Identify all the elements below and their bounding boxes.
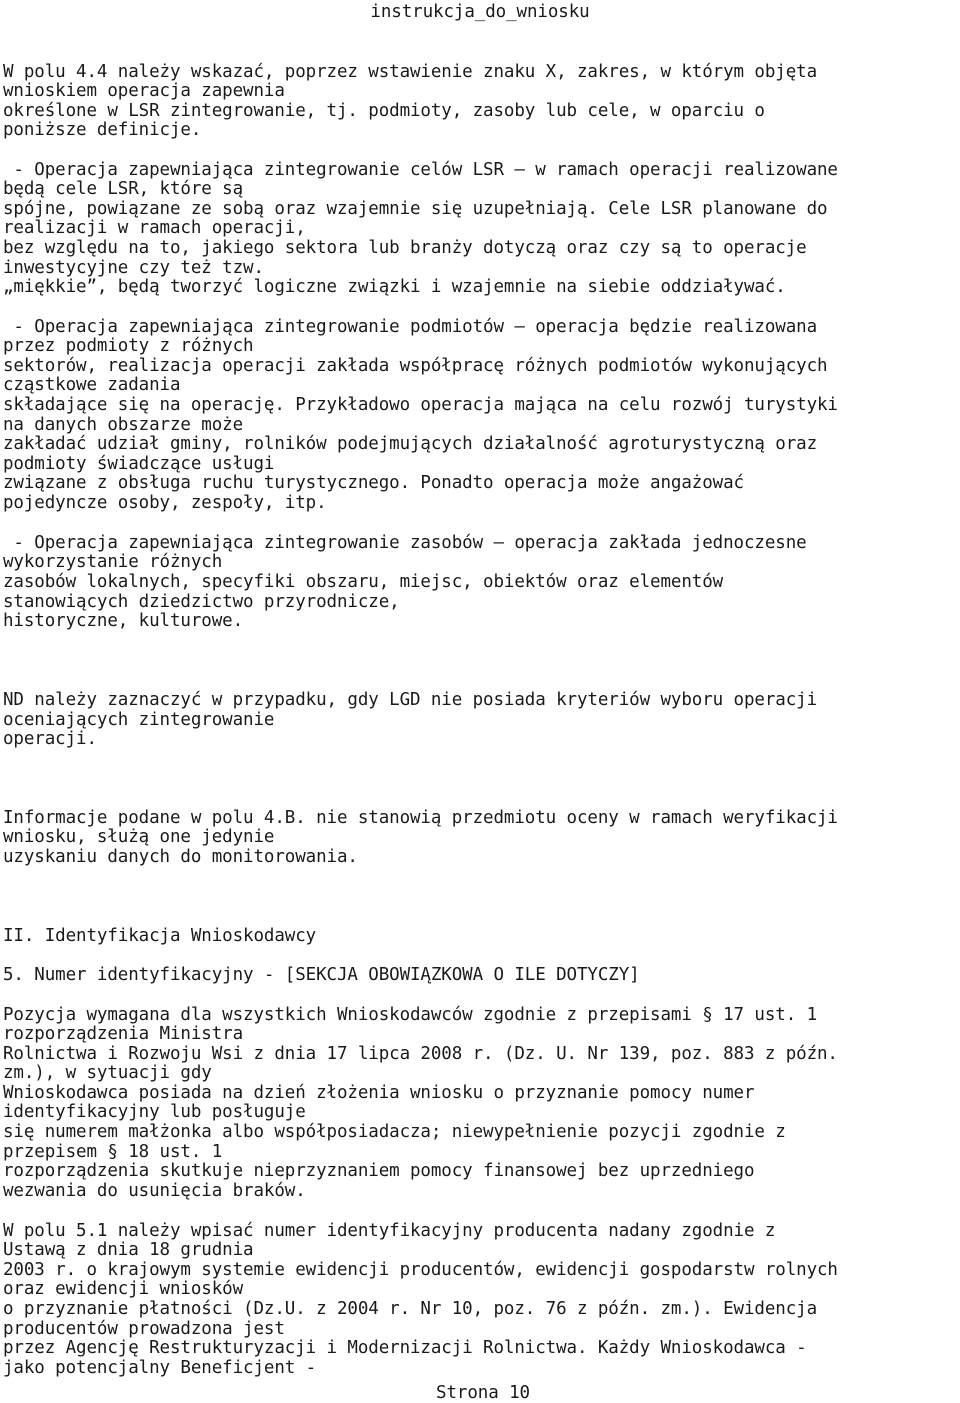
text-line: rozporządzenia skutkuje nieprzyznaniem pomocy finansowej bez uprzedniego [3,1161,755,1181]
text-line: sektorów, realizacja operacji zakłada współpracę różnych podmiotów wykonujących [3,356,828,376]
text-line: Ustawą z dnia 18 grudnia [3,1240,254,1260]
text-line: podmioty świadczące usługi [3,454,275,474]
text-line: przepisem § 18 ust. 1 [3,1142,223,1162]
text-line: „miękkie”, będą tworzyć logiczne związki i wzajemnie na siebie oddziaływać. [3,277,786,297]
text-line: określone w LSR zintegrowanie, tj. podmioty, zasoby lub cele, w oparciu o [3,101,765,121]
text-line: oraz ewidencji wniosków [3,1279,244,1299]
text-line: spójne, powiązane ze sobą oraz wzajemnie się uzupełniają. Cele LSR planowane do [3,199,828,219]
text-line: - Operacja zapewniająca zintegrowanie podmiotów – operacja będzie realizowana [3,317,817,337]
text-line: się numerem małżonka albo współposiadacza; niewypełnienie pozycji zgodnie z [3,1122,786,1142]
text-line: - Operacja zapewniająca zintegrowanie celów LSR – w ramach operacji realizowane [3,160,838,180]
text-line: realizacji w ramach operacji, [3,218,306,238]
text-line: wezwania do usunięcia braków. [3,1181,306,1201]
section-heading: II. Identyfikacja Wnioskodawcy [3,926,317,946]
section-heading: 5. Numer identyfikacyjny - [SEKCJA OBOWIĄZKOWA O ILE DOTYCZY] [3,965,640,985]
text-line: bez względu na to, jakiego sektora lub branży dotyczą oraz czy są to operacje [3,238,807,258]
text-line: pojedyncze osoby, zespoły, itp. [3,493,327,513]
text-line: przez podmioty z różnych [3,336,254,356]
text-line: jako potencjalny Beneficjent - [3,1358,317,1378]
text-line: - Operacja zapewniająca zintegrowanie zasobów – operacja zakłada jednoczesne [3,533,807,553]
text-line: na danych obszarze może [3,415,244,435]
text-line: wykorzystanie różnych [3,552,223,572]
text-line: cząstkowe zadania [3,375,181,395]
text-line: Wnioskodawca posiada na dzień złożenia wniosku o przyznanie pomocy numer [3,1083,755,1103]
text-line: przez Agencję Restrukturyzacji i Modernizacji Rolnictwa. Każdy Wnioskodawca - [3,1338,807,1358]
text-line: będą cele LSR, które są [3,179,244,199]
text-line: Rolnictwa i Rozwoju Wsi z dnia 17 lipca 2008 r. (Dz. U. Nr 139, poz. 883 z późn. [3,1044,838,1064]
text-line: W polu 5.1 należy wpisać numer identyfikacyjny producenta nadany zgodnie z [3,1221,776,1241]
text-line: inwestycyjne czy też tzw. [3,258,264,278]
text-line: wniosku, służą one jedynie [3,827,275,847]
text-line: poniższe definicje. [3,120,202,140]
text-line: zakładać udział gminy, rolników podejmujących działalność agroturystyczną oraz [3,434,817,454]
text-line: rozporządzenia Ministra [3,1024,244,1044]
text-line: uzyskaniu danych do monitorowania. [3,847,358,867]
text-line: wnioskiem operacja zapewnia [3,81,285,101]
text-line: stanowiących dziedzictwo przyrodnicze, [3,592,400,612]
text-line: o przyznanie płatności (Dz.U. z 2004 r. Nr 10, poz. 76 z późn. zm.). Ewidencja [3,1299,817,1319]
text-line: Pozycja wymagana dla wszystkich Wnioskodawców zgodnie z przepisami § 17 ust. 1 [3,1005,817,1025]
page-header-title: instrukcja_do_wniosku [370,2,590,22]
text-line: producentów prowadzona jest [3,1319,285,1339]
text-line: Informacje podane w polu 4.B. nie stanowią przedmiotu oceny w ramach weryfikacji [3,808,838,828]
text-line: zasobów lokalnych, specyfiki obszaru, miejsc, obiektów oraz elementów [3,572,724,592]
text-line: składające się na operację. Przykładowo operacja mająca na celu rozwój turystyki [3,395,838,415]
text-line: W polu 4.4 należy wskazać, poprzez wstawienie znaku X, zakres, w którym objęta [3,62,817,82]
text-line: związane z obsługa ruchu turystycznego. Ponadto operacja może angażować [3,473,744,493]
text-line: operacji. [3,729,97,749]
text-line: identyfikacyjny lub posługuje [3,1102,306,1122]
text-line: 2003 r. o krajowym systemie ewidencji producentów, ewidencji gospodarstw rolnych [3,1260,838,1280]
text-line: zm.), w sytuacji gdy [3,1063,212,1083]
text-line: oceniających zintegrowanie [3,710,275,730]
text-line: ND należy zaznaczyć w przypadku, gdy LGD nie posiada kryteriów wyboru operacji [3,690,817,710]
text-line: historyczne, kulturowe. [3,611,244,631]
page-number: Strona 10 [436,1383,530,1403]
